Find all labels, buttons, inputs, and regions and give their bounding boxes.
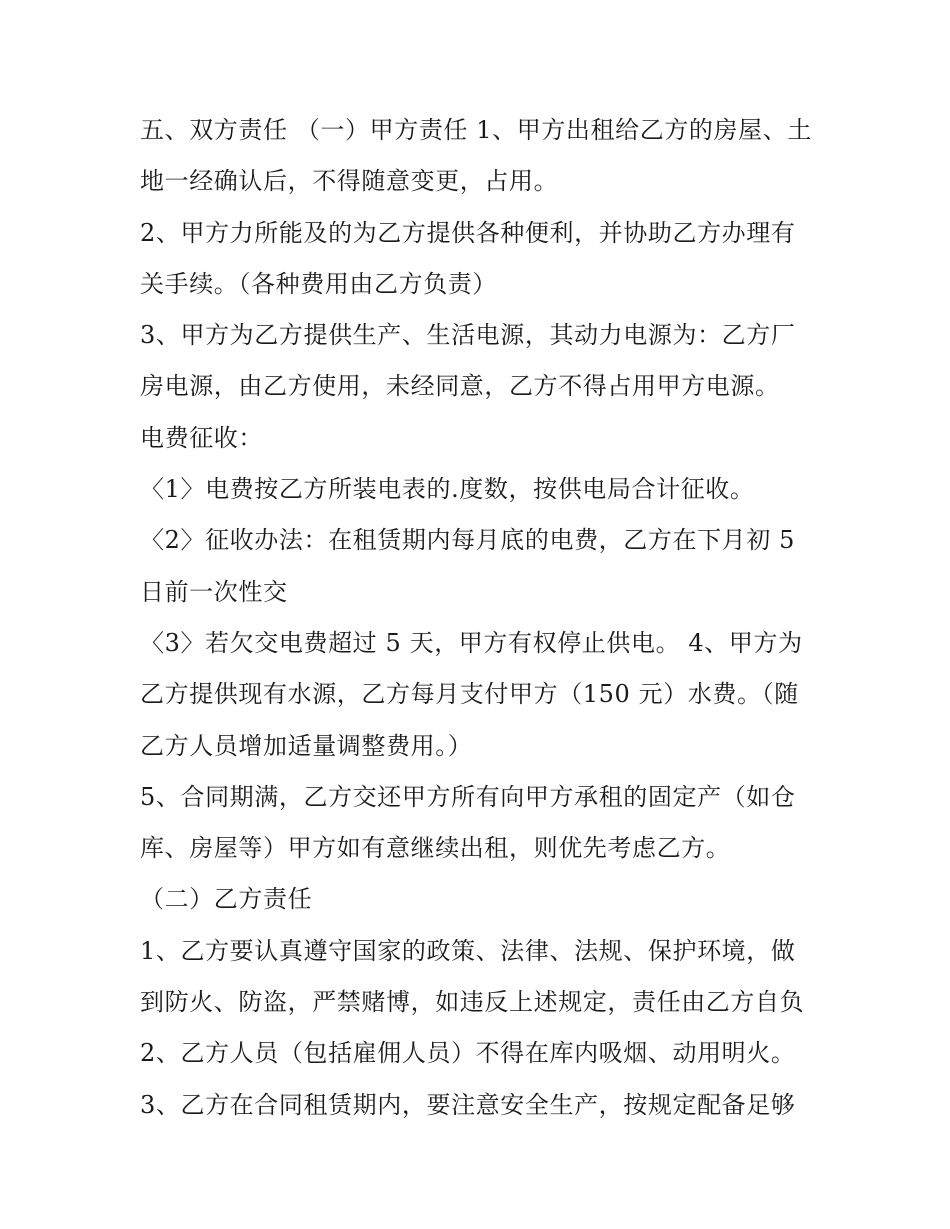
text-line: 〈3〉若欠交电费超过 5 天，甲方有权停止供电。 4、甲方为 bbox=[140, 628, 803, 657]
text-line: 3、乙方在合同租赁期内，要注意安全生产，按规定配备足够 bbox=[140, 1090, 796, 1119]
text-line: 到防火、防盗，严禁赌博，如违反上述规定，责任由乙方自负 bbox=[140, 988, 805, 1017]
text-line: 库、房屋等）甲方如有意继续出租，则优先考虑乙方。 bbox=[140, 834, 731, 863]
text-line: 2、甲方力所能及的为乙方提供各种便利，并协助乙方办理有 bbox=[140, 218, 796, 247]
text-line: 1、乙方要认真遵守国家的政策、法律、法规、保护环境，做 bbox=[140, 936, 796, 965]
text-line: 关手续。（各种费用由乙方负责） bbox=[140, 269, 497, 298]
text-line: 5、合同期满，乙方交还甲方所有向甲方承租的固定产（如仓 bbox=[140, 782, 796, 811]
text-line: 五、双方责任 （一）甲方责任 1、甲方出租给乙方的房屋、土 bbox=[140, 116, 812, 144]
text-line: 〈1〉电费按乙方所装电表的.度数，按供电局合计征收。 bbox=[140, 475, 755, 504]
text-line: 电费征收： bbox=[140, 423, 263, 452]
text-line: 乙方人员增加适量调整费用。） bbox=[140, 731, 473, 760]
text-line: （二）乙方责任 bbox=[140, 885, 313, 914]
text-line: 乙方提供现有水源，乙方每月支付甲方（150 元）水费。（随 bbox=[140, 680, 799, 709]
text-line: 房电源，由乙方使用，未经同意，乙方不得占用甲方电源。 bbox=[140, 372, 780, 401]
text-line: 3、甲方为乙方提供生产、生活电源，其动力电源为：乙方厂 bbox=[140, 321, 796, 350]
document-body bbox=[140, 105, 830, 1131]
text-line: 地一经确认后，不得随意变更，占用。 bbox=[140, 167, 559, 196]
text-line: 日前一次性交 bbox=[140, 577, 288, 606]
text-line: 2、乙方人员（包括雇佣人员）不得在库内吸烟、动用明火。 bbox=[140, 1039, 796, 1068]
text-line: 〈2〉征收办法：在租赁期内每月底的电费，乙方在下月初 5 bbox=[140, 526, 795, 555]
